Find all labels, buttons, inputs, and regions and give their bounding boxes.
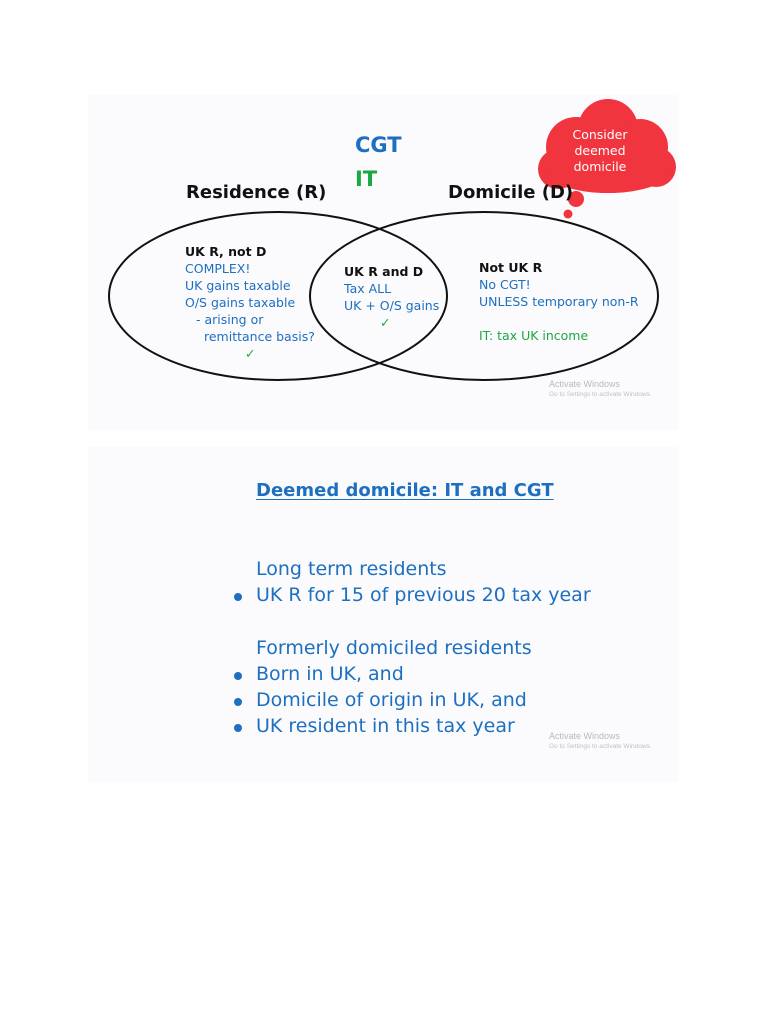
middle-heading: UK R and D: [344, 264, 424, 279]
left-line: UK gains taxable: [185, 278, 291, 293]
left-region: [185, 243, 315, 362]
activate-windows-title: Activate Windows: [549, 731, 621, 741]
middle-check-icon: ✓: [380, 315, 391, 330]
cloud-line: domicile: [573, 159, 627, 174]
right-line: UNLESS temporary non-R: [479, 294, 639, 309]
left-line: - arising or: [196, 312, 264, 327]
activate-windows-subtitle: Go to Settings to activate Windows.: [549, 743, 652, 750]
cloud-line: Consider: [572, 127, 628, 142]
activate-windows-subtitle: Go to Settings to activate Windows.: [549, 391, 652, 398]
section1-heading: Long term residents: [256, 558, 447, 580]
left-line: O/S gains taxable: [185, 295, 296, 310]
bullet-icon: [234, 724, 242, 732]
cloud-line: deemed: [574, 143, 626, 158]
cgt-label: CGT: [355, 133, 402, 157]
bullet-icon: [234, 698, 242, 706]
section1-bullet: UK R for 15 of previous 20 tax year: [256, 584, 591, 606]
section2-heading: Formerly domiciled residents: [256, 637, 532, 659]
right-it-note: IT: tax UK income: [479, 328, 589, 343]
section2-bullet: Born in UK, and: [256, 663, 404, 685]
section2-bullet: UK resident in this tax year: [256, 715, 515, 737]
domicile-title: Domicile (D): [448, 182, 574, 203]
residence-title: Residence (R): [186, 182, 327, 203]
left-line: remittance basis?: [204, 329, 315, 344]
left-heading: UK R, not D: [185, 244, 267, 259]
middle-line: Tax ALL: [344, 281, 392, 296]
section2-bullet: Domicile of origin in UK, and: [256, 689, 527, 711]
cloud-text: [570, 127, 630, 175]
right-line: No CGT!: [479, 277, 531, 292]
venn-slide: [88, 95, 678, 430]
bullet-icon: [234, 593, 242, 601]
bullet-icon: [234, 672, 242, 680]
it-label: IT: [355, 167, 378, 191]
activate-windows-title: Activate Windows: [549, 379, 621, 389]
left-check-icon: ✓: [245, 346, 256, 361]
left-line: COMPLEX!: [185, 261, 251, 276]
middle-region: [344, 263, 439, 331]
middle-line: UK + O/S gains: [344, 298, 440, 313]
deemed-domicile-slide: [88, 447, 678, 782]
deemed-title: Deemed domicile: IT and CGT: [256, 480, 554, 501]
right-region: [479, 259, 639, 344]
right-heading: Not UK R: [479, 260, 543, 275]
